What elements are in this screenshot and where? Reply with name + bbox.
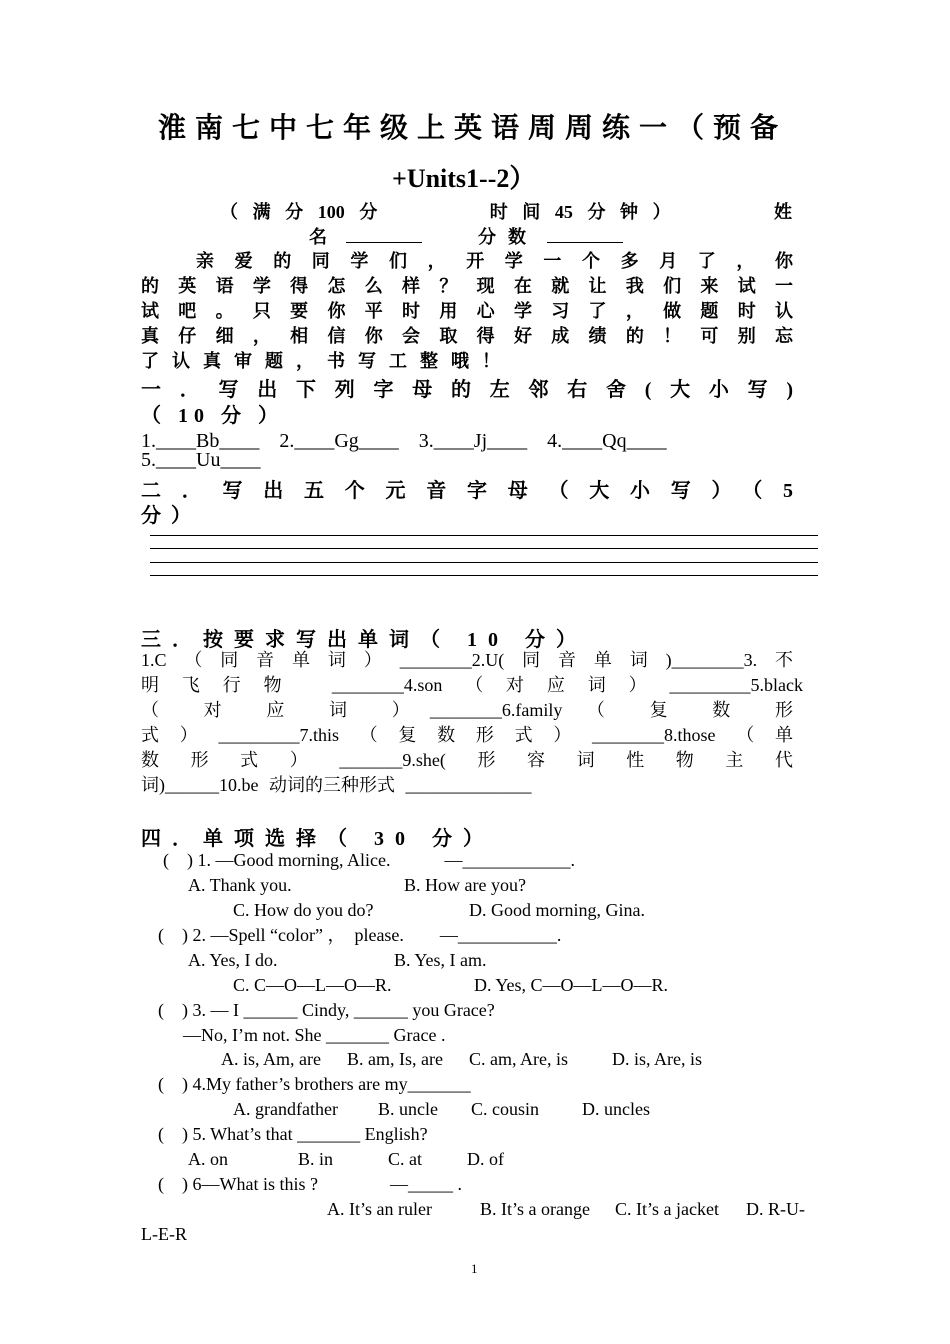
section3-heading: 三．按要求写出单词（ 10 分） [141,629,587,651]
exam-info-line1: （满分100分 时间45分钟） 姓 [220,202,792,222]
q2-option-c[interactable]: C. C—O—L—O—R. [233,975,392,995]
q1-option-a[interactable]: A. Thank you. [188,875,292,895]
page-number: 1 [471,1261,478,1276]
q2-option-b[interactable]: B. Yes, I am. [394,950,487,970]
section3-line-1[interactable]: 1.C（同音单词）________2.U(同音单词)________3.不 [141,650,793,670]
section1-row1[interactable]: 1.____Bb____ 2.____Gg____ 3.____Jj____ 4.____Qq____ [141,430,667,452]
question-3-response[interactable]: —No, I’m not. She _______ Grace . [183,1025,446,1045]
q4-option-c[interactable]: C. cousin [471,1099,540,1119]
score-blank[interactable] [547,225,623,243]
q6-option-b[interactable]: B. It’s a orange [480,1199,590,1219]
answer-line-2[interactable] [150,548,818,549]
score-label: 分数 [478,227,538,247]
section1-heading: 一．写出下列字母的左邻右舍(大小写) [141,379,793,401]
answer-line-4[interactable] [150,575,818,576]
answer-line-1[interactable] [150,535,818,536]
q2-option-a[interactable]: A. Yes, I do. [188,950,278,970]
section1-row2[interactable]: 5.____Uu____ [141,449,261,471]
q6-option-c[interactable]: C. It’s a jacket [615,1199,719,1219]
section2-points: 分） [141,505,201,527]
page-title-line2: +Units1--2） [392,164,536,193]
q1-option-b[interactable]: B. How are you? [404,875,526,895]
section3-line-6[interactable]: 词)______10.be 动词的三种形式 ______________ [141,775,532,795]
q6-option-d[interactable]: D. R-U- [746,1199,805,1219]
q5-option-c[interactable]: C. at [388,1149,422,1169]
intro-line-5: 了认真审题，书写工整哦！ [141,351,513,371]
section3-line-2[interactable]: 明飞行物 ________4.son（对应词）_________5.black [141,675,803,695]
q3-option-d[interactable]: D. is, Are, is [612,1049,702,1069]
q4-option-a[interactable]: A. grandfather [233,1099,338,1119]
section3-line-5[interactable]: 数形式）_______9.she(形容词性物主代 [141,750,793,770]
section4-heading: 四．单项选择（ 30 分） [141,828,494,850]
section1-points: （ 10 分 ） [141,405,284,427]
section3-line-3[interactable]: （ 对 应 词 ）________6.family （ 复 数 形 [141,700,793,720]
question-1[interactable]: ( ) 1. —Good morning, Alice. —____________. [163,850,575,870]
intro-line-4: 真仔细，相信你会取得好成绩的！可别忘 [141,326,793,346]
intro-line-3: 试吧。只要你平时用心学习了，做题时认 [141,301,793,321]
name-blank[interactable] [346,225,422,243]
section3-line-4[interactable]: 式）_________7.this（复数形式）________8.those（单 [141,725,793,745]
q3-option-c[interactable]: C. am, Are, is [469,1049,568,1069]
q4-option-b[interactable]: B. uncle [378,1099,438,1119]
name-label: 名 [309,227,327,247]
page-title-line1: 淮南七中七年级上英语周周练一（预备 [158,113,788,144]
q1-option-c[interactable]: C. How do you do? [233,900,374,920]
question-3[interactable]: ( ) 3. — I ______ Cindy, ______ you Grace? [158,1000,495,1020]
q5-option-a[interactable]: A. on [188,1149,228,1169]
answer-line-3[interactable] [150,562,818,563]
q3-option-b[interactable]: B. am, Is, are [347,1049,443,1069]
question-5[interactable]: ( ) 5. What’s that _______ English? [158,1124,428,1144]
q5-option-d[interactable]: D. of [467,1149,504,1169]
intro-line-2: 的英语学得怎么样？现在就让我们来试一 [141,276,793,296]
q6-option-a[interactable]: A. It’s an ruler [327,1199,432,1219]
question-2[interactable]: ( ) 2. —Spell “color” ， please. —___________. [158,925,562,945]
q4-option-d[interactable]: D. uncles [582,1099,650,1119]
intro-line-1: 亲爱的同学们，开学一个多月了，你 [196,251,793,271]
exam-info-line2 [309,225,623,249]
section2-heading: 二．写出五个元音字母（大小写）（5 [141,480,793,502]
q3-option-a[interactable]: A. is, Am, are [221,1049,321,1069]
q2-option-d[interactable]: D. Yes, C—O—L—O—R. [474,975,669,995]
q6-option-d-continued[interactable]: L-E-R [141,1224,187,1244]
q5-option-b[interactable]: B. in [298,1149,334,1169]
question-6[interactable]: ( ) 6—What is this ? —_____ . [158,1174,462,1194]
q1-option-d[interactable]: D. Good morning, Gina. [469,900,645,920]
question-4[interactable]: ( ) 4.My father’s brothers are my_______ [158,1074,471,1094]
